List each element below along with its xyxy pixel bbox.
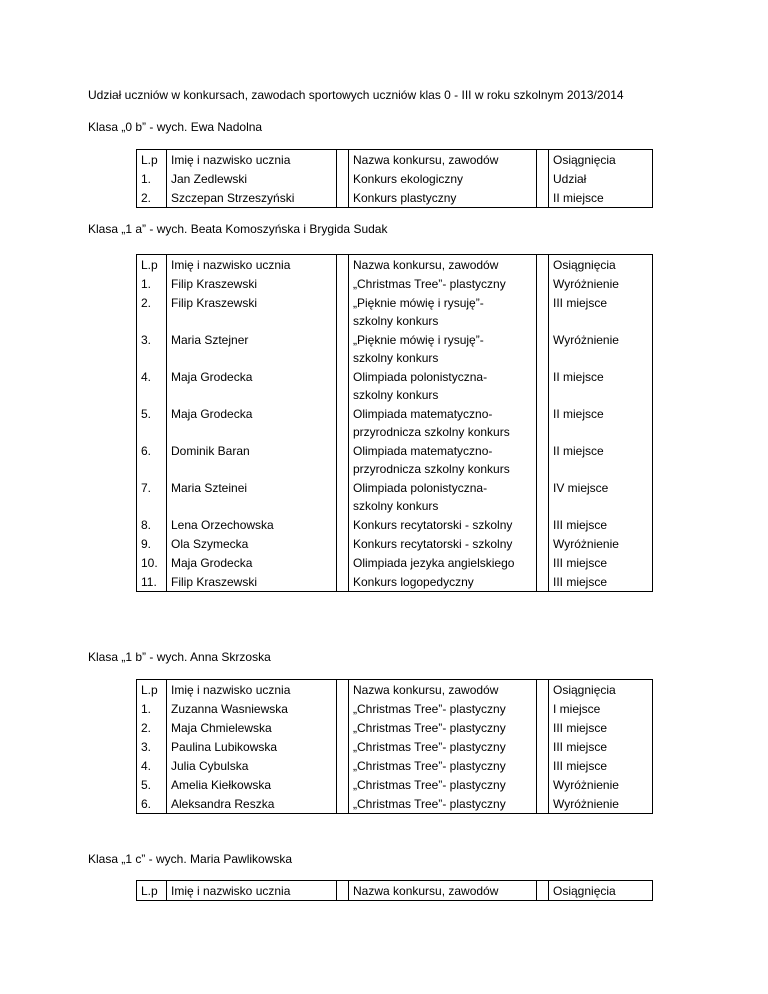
table-row [137,441,653,478]
column-gap [337,756,349,775]
column-gap [537,330,549,367]
table-header-row [137,680,653,700]
contest-line: „Pięknie mówię i rysuję”- [353,333,484,347]
column-gap [337,515,349,534]
table-row [137,188,653,208]
header-result: Osiągnięcia [549,255,653,275]
row-lp: 6. [137,441,167,478]
contest-line: szkolny konkurs [353,388,439,402]
column-gap [537,367,549,404]
contest-name [349,553,537,572]
table-row [137,572,653,592]
column-gap [537,293,549,330]
column-gap [337,150,349,170]
table-row [137,775,653,794]
student-name: Julia Cybulska [167,756,337,775]
table-row [137,330,653,367]
contest-line: „Christmas Tree”- plastyczny [353,778,506,792]
contest-line: Konkurs plastyczny [353,191,457,205]
header-contest: Nazwa konkursu, zawodów [349,680,537,700]
contest-line: przyrodnicza szkolny konkurs [353,462,510,476]
contest-line: „Christmas Tree”- plastyczny [353,277,506,291]
column-gap [337,737,349,756]
page-title: Udział uczniów w konkursach, zawodach sportowych uczniów klas 0 - III w roku szkolnym 2013/2014 [88,88,624,102]
header-contest: Nazwa konkursu, zawodów [349,150,537,170]
column-gap [537,188,549,208]
contest-line: Olimpiada matematyczno- [353,444,493,458]
contest-line: przyrodnicza szkolny konkurs [353,425,510,439]
table-header-row [137,150,653,170]
class-heading-1b: Klasa „1 b” - wych. Anna Skrzoska [88,650,271,664]
header-name: Imię i nazwisko ucznia [167,680,337,700]
column-gap [537,881,549,901]
column-gap [537,718,549,737]
header-name: Imię i nazwisko ucznia [167,255,337,275]
column-gap [537,553,549,572]
column-gap [337,188,349,208]
achievement: II miejsce [549,441,653,478]
achievement: IV miejsce [549,478,653,515]
class-heading-0b: Klasa „0 b” - wych. Ewa Nadolna [88,120,263,134]
column-gap [537,572,549,592]
student-name: Maja Chmielewska [167,718,337,737]
column-gap [337,255,349,275]
column-gap [337,293,349,330]
student-name: Maja Grodecka [167,553,337,572]
table-row [137,293,653,330]
table-row [137,534,653,553]
table-header-row [137,255,653,275]
row-lp: 10. [137,553,167,572]
results-table-1a [136,254,653,592]
table-row [137,794,653,814]
column-gap [537,478,549,515]
achievement: III miejsce [549,572,653,592]
student-name: Maja Grodecka [167,404,337,441]
student-name: Paulina Lubikowska [167,737,337,756]
student-name: Maja Grodecka [167,367,337,404]
column-gap [537,699,549,718]
row-lp: 11. [137,572,167,592]
achievement: Wyróżnienie [549,794,653,814]
achievement: Udział [549,169,653,188]
column-gap [537,534,549,553]
column-gap [337,404,349,441]
column-gap [337,534,349,553]
contest-name [349,293,537,330]
student-name: Filip Kraszewski [167,572,337,592]
row-lp: 9. [137,534,167,553]
class-heading-1c: Klasa „1 c” - wych. Maria Pawlikowska [88,852,293,866]
column-gap [337,699,349,718]
contest-name [349,718,537,737]
table-header-row [137,881,653,901]
achievement: Wyróżnienie [549,274,653,293]
achievement: II miejsce [549,367,653,404]
student-name: Filip Kraszewski [167,293,337,330]
contest-name [349,478,537,515]
column-gap [537,515,549,534]
row-lp: 1. [137,274,167,293]
column-gap [537,255,549,275]
contest-line: szkolny konkurs [353,351,439,365]
contest-line: „Christmas Tree”- plastyczny [353,759,506,773]
contest-name [349,441,537,478]
header-result: Osiągnięcia [549,881,653,901]
achievement: III miejsce [549,553,653,572]
table-row [137,367,653,404]
column-gap [537,737,549,756]
achievement: Wyróżnienie [549,330,653,367]
column-gap [537,404,549,441]
contest-line: „Christmas Tree”- plastyczny [353,797,506,811]
row-lp: 1. [137,699,167,718]
achievement: III miejsce [549,293,653,330]
contest-name [349,699,537,718]
contest-line: Olimpiada polonistyczna- [353,481,488,495]
column-gap [337,169,349,188]
column-gap [337,478,349,515]
header-name: Imię i nazwisko ucznia [167,150,337,170]
header-name: Imię i nazwisko ucznia [167,881,337,901]
row-lp: 4. [137,367,167,404]
student-name: Filip Kraszewski [167,274,337,293]
student-name: Lena Orzechowska [167,515,337,534]
achievement: II miejsce [549,404,653,441]
column-gap [537,775,549,794]
contest-name [349,169,537,188]
contest-line: Olimpiada polonistyczna- [353,370,488,384]
achievement: Wyróżnienie [549,534,653,553]
column-gap [337,330,349,367]
row-lp: 2. [137,188,167,208]
achievement: II miejsce [549,188,653,208]
column-gap [537,169,549,188]
column-gap [537,794,549,814]
table-row [137,699,653,718]
table-row [137,274,653,293]
student-name: Szczepan Strzeszyński [167,188,337,208]
achievement: III miejsce [549,737,653,756]
row-lp: 1. [137,169,167,188]
achievement: III miejsce [549,718,653,737]
contest-name [349,775,537,794]
row-lp: 5. [137,775,167,794]
student-name: Ola Szymecka [167,534,337,553]
student-name: Jan Zedlewski [167,169,337,188]
row-lp: 2. [137,293,167,330]
column-gap [337,367,349,404]
contest-line: szkolny konkurs [353,499,439,513]
row-lp: 3. [137,330,167,367]
contest-name [349,572,537,592]
contest-line: „Christmas Tree”- plastyczny [353,721,506,735]
contest-line: Konkurs logopedyczny [353,575,474,589]
header-lp: L.p [137,680,167,700]
column-gap [337,680,349,700]
achievement: III miejsce [549,756,653,775]
achievement: Wyróżnienie [549,775,653,794]
table-row [137,553,653,572]
header-lp: L.p [137,150,167,170]
table-row [137,478,653,515]
column-gap [537,756,549,775]
contest-line: „Christmas Tree”- plastyczny [353,702,506,716]
column-gap [337,775,349,794]
column-gap [537,274,549,293]
contest-line: Konkurs ekologiczny [353,172,464,186]
contest-line: Olimpiada jezyka angielskiego [353,556,515,570]
table-row [137,404,653,441]
header-result: Osiągnięcia [549,150,653,170]
column-gap [537,150,549,170]
table-row [137,718,653,737]
student-name: Zuzanna Wasniewska [167,699,337,718]
contest-name [349,274,537,293]
student-name: Maria Szteinei [167,478,337,515]
contest-line: Olimpiada matematyczno- [353,407,493,421]
contest-name [349,534,537,553]
table-row [137,756,653,775]
column-gap [337,441,349,478]
contest-line: „Christmas Tree”- plastyczny [353,740,506,754]
results-table-1c [136,880,653,901]
achievement: III miejsce [549,515,653,534]
header-result: Osiągnięcia [549,680,653,700]
row-lp: 6. [137,794,167,814]
contest-name [349,330,537,367]
contest-line: „Pięknie mówię i rysuję”- [353,296,484,310]
contest-name [349,367,537,404]
table-row [137,515,653,534]
column-gap [337,274,349,293]
header-contest: Nazwa konkursu, zawodów [349,881,537,901]
row-lp: 4. [137,756,167,775]
table-row [137,169,653,188]
row-lp: 7. [137,478,167,515]
column-gap [337,572,349,592]
column-gap [337,718,349,737]
row-lp: 8. [137,515,167,534]
contest-name [349,794,537,814]
class-heading-1a: Klasa „1 a” - wych. Beata Komoszyńska i Brygida Sudak [88,222,388,236]
contest-line: Konkurs recytatorski - szkolny [353,518,513,532]
contest-name [349,756,537,775]
column-gap [337,881,349,901]
contest-line: Konkurs recytatorski - szkolny [353,537,513,551]
student-name: Maria Sztejner [167,330,337,367]
achievement: I miejsce [549,699,653,718]
student-name: Dominik Baran [167,441,337,478]
column-gap [537,441,549,478]
table-row [137,737,653,756]
contest-name [349,737,537,756]
contest-name [349,188,537,208]
results-table-1b [136,679,653,814]
row-lp: 3. [137,737,167,756]
results-table-0b [136,149,653,208]
column-gap [337,553,349,572]
contest-line: szkolny konkurs [353,314,439,328]
contest-name [349,515,537,534]
header-lp: L.p [137,255,167,275]
column-gap [337,794,349,814]
student-name: Aleksandra Reszka [167,794,337,814]
row-lp: 2. [137,718,167,737]
header-lp: L.p [137,881,167,901]
header-contest: Nazwa konkursu, zawodów [349,255,537,275]
column-gap [537,680,549,700]
row-lp: 5. [137,404,167,441]
contest-name [349,404,537,441]
student-name: Amelia Kiełkowska [167,775,337,794]
